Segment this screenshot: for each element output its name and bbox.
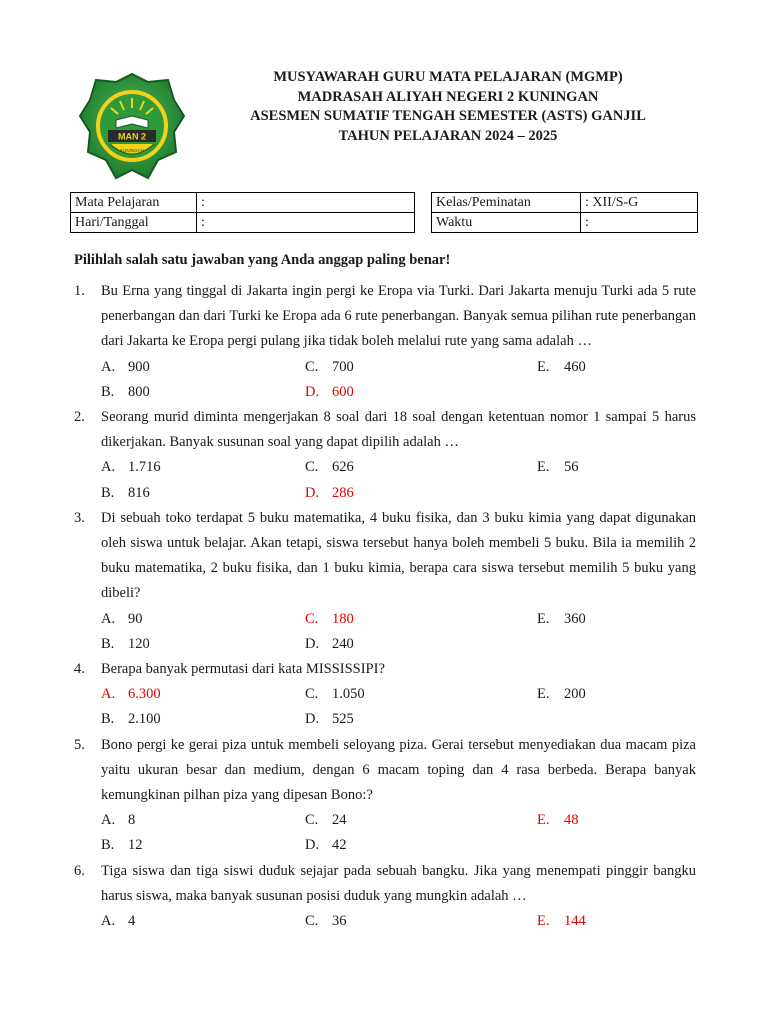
- question-number: 3.: [74, 509, 85, 526]
- option-c: C. 1.050: [305, 686, 365, 703]
- option-row: [70, 632, 696, 657]
- option-row: [70, 833, 696, 858]
- instruction-text: Pilihlah salah satu jawaban yang Anda anggap paling benar!: [74, 252, 451, 268]
- option-row: [70, 682, 696, 707]
- question-number: 4.: [74, 660, 85, 677]
- option-c: C. 700: [305, 358, 354, 375]
- option-row: [70, 355, 696, 380]
- date-value: :: [197, 213, 415, 233]
- question-6: [70, 859, 696, 935]
- document-header: [200, 68, 696, 146]
- option-a: A. 900: [101, 358, 150, 375]
- question-3: [70, 506, 696, 657]
- class-label: Kelas/Peminatan: [432, 193, 581, 213]
- option-d: D. 286: [305, 484, 354, 501]
- option-c: C. 626: [305, 459, 354, 476]
- option-e: E. 360: [537, 610, 586, 627]
- question-2: [70, 405, 696, 506]
- option-e: E. 144: [537, 912, 586, 929]
- question-text: Di sebuah toko terdapat 5 buku matematika, 4 buku fisika, dan 3 buku kimia yang dapat digunakan oleh siswa untuk belajar. Akan tetapi, siswa tersebut hanya boleh membeli 5 buku. Bila ia memilih 2 buku matematika, 2 buku fisika, dan 1 buku kimia, berapa cara siswa tersebut memilih 5 buku yang dibeli?: [101, 509, 696, 602]
- class-value: : XII/S-G: [581, 193, 698, 213]
- option-c: C. 180: [305, 610, 354, 627]
- option-d: D. 42: [305, 837, 347, 854]
- option-row: [70, 481, 696, 506]
- option-a: A. 90: [101, 610, 143, 627]
- option-e: E. 200: [537, 686, 586, 703]
- option-d: D. 240: [305, 635, 354, 652]
- subject-label: Mata Pelajaran: [71, 193, 197, 213]
- option-b: B. 800: [101, 383, 150, 400]
- option-a: A. 4: [101, 912, 136, 929]
- option-a: A. 6.300: [101, 686, 161, 703]
- question-text: Tiga siswa dan tiga siswi duduk sejajar pada sebuah bangku. Jika yang menempati pinggir bangku harus siswa, maka banyak susunan posisi duduk yang mungkin adalah …: [101, 862, 696, 904]
- option-d: D. 525: [305, 711, 354, 728]
- option-e: E. 460: [537, 358, 586, 375]
- question-4: [70, 657, 696, 733]
- subject-value: :: [197, 193, 415, 213]
- question-text: Seorang murid diminta mengerjakan 8 soal dari 18 soal dengan ketentuan nomor 1 sampai 5 harus dikerjakan. Banyak susunan soal yang dapat dipilih adalah …: [101, 408, 696, 451]
- option-d: D. 600: [305, 383, 354, 400]
- time-value: :: [581, 213, 698, 233]
- option-a: A. 8: [101, 812, 136, 829]
- question-number: 2.: [74, 408, 85, 425]
- svg-text:KUNINGAN: KUNINGAN: [120, 148, 144, 153]
- option-b: B. 120: [101, 635, 150, 652]
- time-label: Waktu: [432, 213, 581, 233]
- question-text: Bu Erna yang tinggal di Jakarta ingin pergi ke Eropa via Turki. Dari Jakarta menuju Turki ada 5 rute penerbangan dan dari Turki ke Eropa ada 6 rute penerbangan. Banyak semua pilihan rute penerbangan dari Jakarta ke Eropa pergi pulang jika tidak boleh melalui rute yang sama adalah …: [101, 283, 696, 350]
- option-b: B. 2.100: [101, 711, 161, 728]
- option-c: C. 24: [305, 812, 347, 829]
- option-row: [70, 707, 696, 732]
- header-line-2: MADRASAH ALIYAH NEGERI 2 KUNINGAN: [297, 88, 599, 105]
- svg-text:MAN 2: MAN 2: [117, 131, 147, 142]
- question-text: Berapa banyak permutasi dari kata MISSISSIPI?: [101, 660, 385, 677]
- question-5: [70, 733, 696, 859]
- madrasah-logo: [76, 68, 188, 196]
- info-table-left: [70, 192, 415, 233]
- question-1: [70, 279, 696, 405]
- option-e: E. 56: [537, 459, 579, 476]
- option-c: C. 36: [305, 912, 347, 929]
- option-e: E. 48: [537, 812, 579, 829]
- question-text: Bono pergi ke gerai piza untuk membeli seloyang piza. Gerai tersebut menyediakan dua macam piza yaitu ukuran besar dan medium, dengan 6 macam toping dan 4 rasa berbeda. Berapa banyak kemungkinan pilhan piza yang dipesan Bono:?: [101, 736, 696, 803]
- question-number: 1.: [74, 283, 85, 299]
- option-row: [70, 909, 696, 934]
- option-row: [70, 808, 696, 833]
- option-b: B. 12: [101, 837, 143, 854]
- header-line-3: ASESMEN SUMATIF TENGAH SEMESTER (ASTS) GANJIL: [250, 108, 646, 124]
- header-line-4: TAHUN PELAJARAN 2024 – 2025: [338, 127, 558, 144]
- option-a: A. 1.716: [101, 459, 161, 476]
- question-number: 5.: [74, 736, 85, 753]
- question-list: [70, 279, 696, 934]
- question-number: 6.: [74, 862, 85, 879]
- option-b: B. 816: [101, 484, 150, 501]
- header-line-1: MUSYAWARAH GURU MATA PELAJARAN (MGMP): [273, 69, 623, 85]
- option-row: [70, 607, 696, 632]
- date-label: Hari/Tanggal: [71, 213, 197, 233]
- option-row: [70, 380, 696, 405]
- info-table-right: [431, 192, 698, 233]
- option-row: [70, 455, 696, 480]
